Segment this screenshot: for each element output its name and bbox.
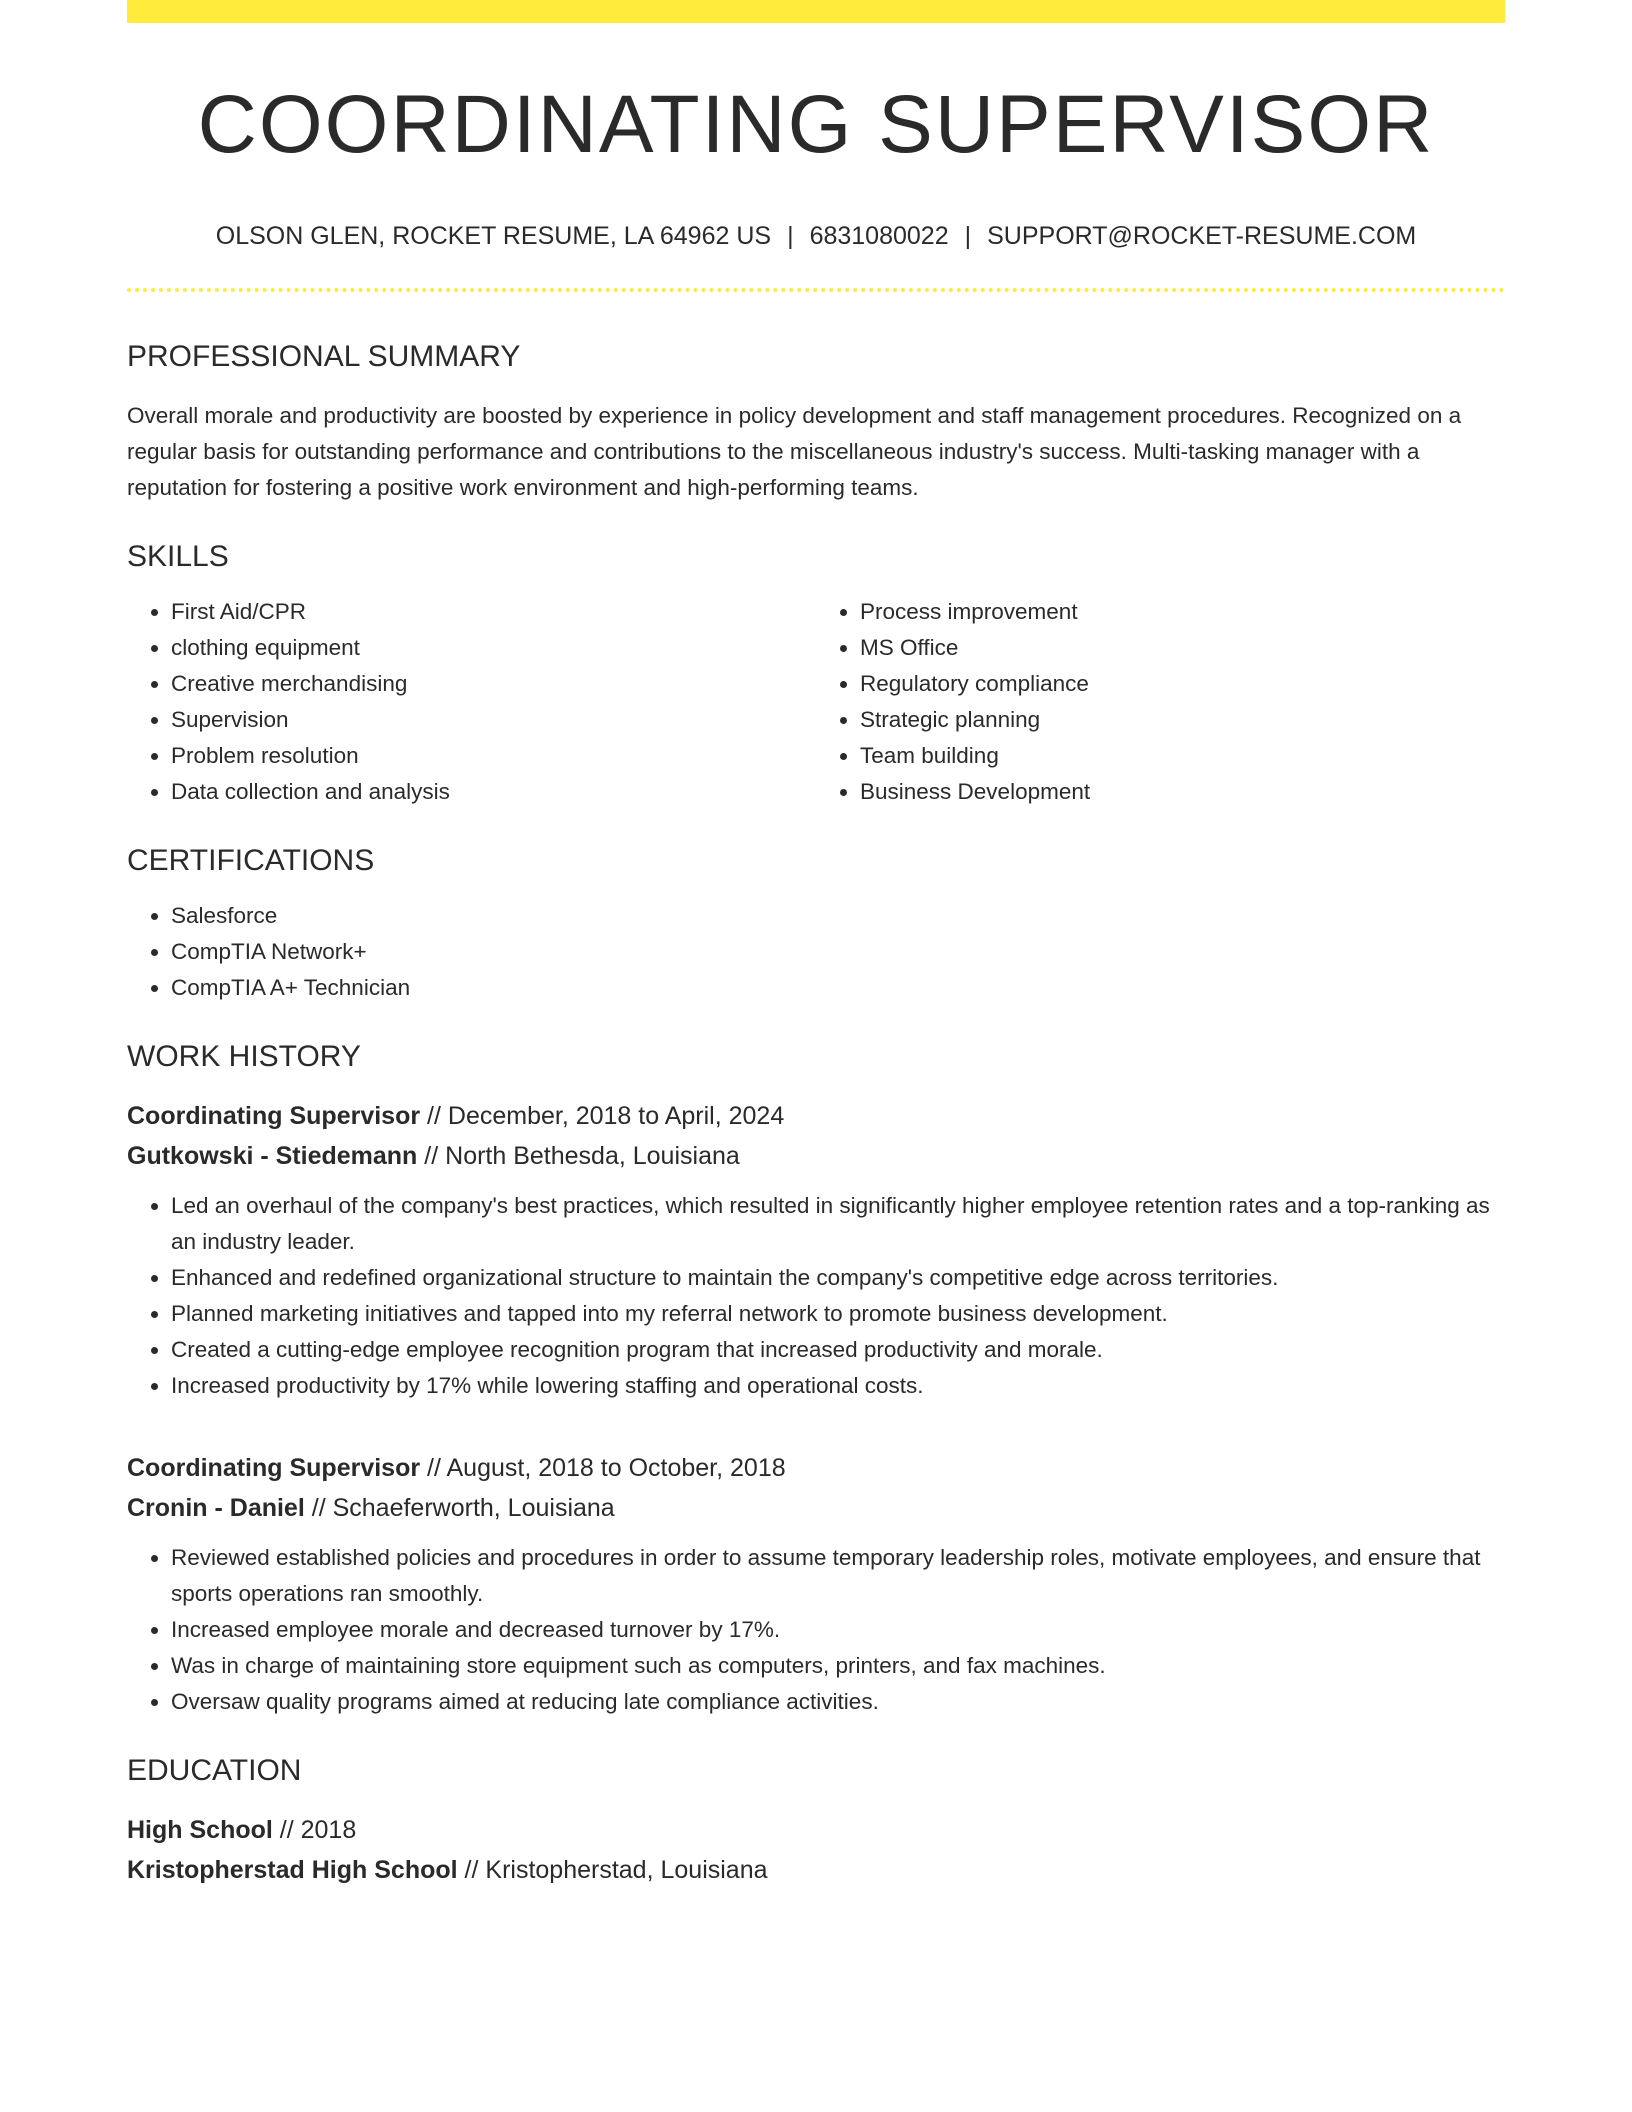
skills-heading: SKILLS [127,540,229,573]
summary-heading: PROFESSIONAL SUMMARY [127,340,521,373]
education-year: 2018 [300,1816,357,1844]
job-separator: // [420,1102,448,1130]
contact-email: SUPPORT@ROCKET-RESUME.COM [987,222,1417,250]
skill-item: • Team building [860,738,1505,774]
contact-separator: | [787,222,794,250]
education-heading: EDUCATION [127,1754,302,1787]
certifications-list [127,898,1505,1006]
skills-list-right [816,594,1505,810]
skill-item: • MS Office [860,630,1505,666]
job-bullet: • Increased employee morale and decreased turnover by 17%. [171,1612,1505,1648]
job-dates: August, 2018 to October, 2018 [446,1454,786,1482]
certification-item: • CompTIA Network+ [171,934,1505,970]
education-school: Kristopherstad High School [127,1856,458,1884]
job-separator: // [417,1142,446,1170]
job-bullet: • Enhanced and redefined organizational structure to maintain the company's competitive edge across territories. [171,1260,1505,1296]
job-company-line [127,1136,1505,1176]
education-separator: // [272,1816,301,1844]
job-bullets [127,1188,1505,1404]
top-accent-bar [127,0,1505,23]
job-separator: // [304,1494,333,1522]
job-bullets [127,1540,1505,1720]
job-bullet: • Reviewed established policies and procedures in order to assume temporary leadership roles, motivate employees, and ensure that sports operations ran smoothly. [171,1540,1505,1612]
job-entry [127,1448,1505,1720]
job-entry [127,1096,1505,1404]
skills-grid [127,594,1505,810]
summary-text: Overall morale and productivity are boosted by experience in policy development and staff management procedures. Recognized on a regular basis for outstanding performance and contributions to the miscellaneous industry's success. Multi-tasking manager with a reputation for fostering a positive work environment and high-performing teams. [127,403,1462,500]
certification-item: • Salesforce [171,898,1505,934]
skill-item: • Process improvement [860,594,1505,630]
work-history-heading: WORK HISTORY [127,1040,361,1073]
job-bullet: • Led an overhaul of the company's best practices, which resulted in significantly higher employee retention rates and a top-ranking as an industry leader. [171,1188,1505,1260]
skills-section [127,542,1505,810]
dotted-divider [127,288,1505,292]
job-company: Gutkowski - Stiedemann [127,1142,418,1170]
contact-address: OLSON GLEN, ROCKET RESUME, LA 64962 US [215,222,772,250]
skill-item: • Strategic planning [860,702,1505,738]
education-section [127,1756,1505,1890]
skill-item: • Business Development [860,774,1505,810]
job-company-line [127,1488,1505,1528]
job-bullet: • Was in charge of maintaining store equipment such as computers, printers, and fax machines. [171,1648,1505,1684]
resume-title: COORDINATING SUPERVISOR [197,79,1435,170]
certifications-section [127,846,1505,1006]
job-separator: // [420,1454,447,1482]
skill-item: • First Aid/CPR [171,594,816,630]
job-location: North Bethesda, Louisiana [445,1142,740,1170]
job-role-line [127,1096,1505,1136]
skill-item: • Problem resolution [171,738,816,774]
job-location: Schaeferworth, Louisiana [332,1494,615,1522]
education-entry [127,1810,1505,1890]
skill-item: • clothing equipment [171,630,816,666]
skills-list-left [127,594,816,810]
job-bullet: • Created a cutting-edge employee recognition program that increased productivity and morale. [171,1332,1505,1368]
education-school-line [127,1850,1505,1890]
skill-item: • Supervision [171,702,816,738]
contact-line [127,224,1505,249]
certifications-heading: CERTIFICATIONS [127,844,375,877]
job-role: Coordinating Supervisor [127,1102,421,1130]
resume-page [127,0,1505,1890]
job-bullet: • Planned marketing initiatives and tapped into my referral network to promote business development. [171,1296,1505,1332]
job-role-line [127,1448,1505,1488]
job-bullet: • Oversaw quality programs aimed at reducing late compliance activities. [171,1684,1505,1720]
education-location: Kristopherstad, Louisiana [485,1856,768,1884]
certification-item: • CompTIA A+ Technician [171,970,1505,1006]
education-degree-line [127,1810,1505,1850]
contact-phone: 6831080022 [809,222,949,250]
job-company: Cronin - Daniel [127,1494,305,1522]
job-dates: December, 2018 to April, 2024 [447,1102,785,1130]
summary-section [127,342,1505,506]
skill-item: • Data collection and analysis [171,774,816,810]
contact-separator: | [964,222,972,250]
education-separator: // [457,1856,486,1884]
education-degree: High School [127,1816,273,1844]
work-history-section [127,1042,1505,1720]
skill-item: • Regulatory compliance [860,666,1505,702]
job-bullet: • Increased productivity by 17% while lowering staffing and operational costs. [171,1368,1505,1404]
job-role: Coordinating Supervisor [127,1454,421,1482]
skill-item: • Creative merchandising [171,666,816,702]
